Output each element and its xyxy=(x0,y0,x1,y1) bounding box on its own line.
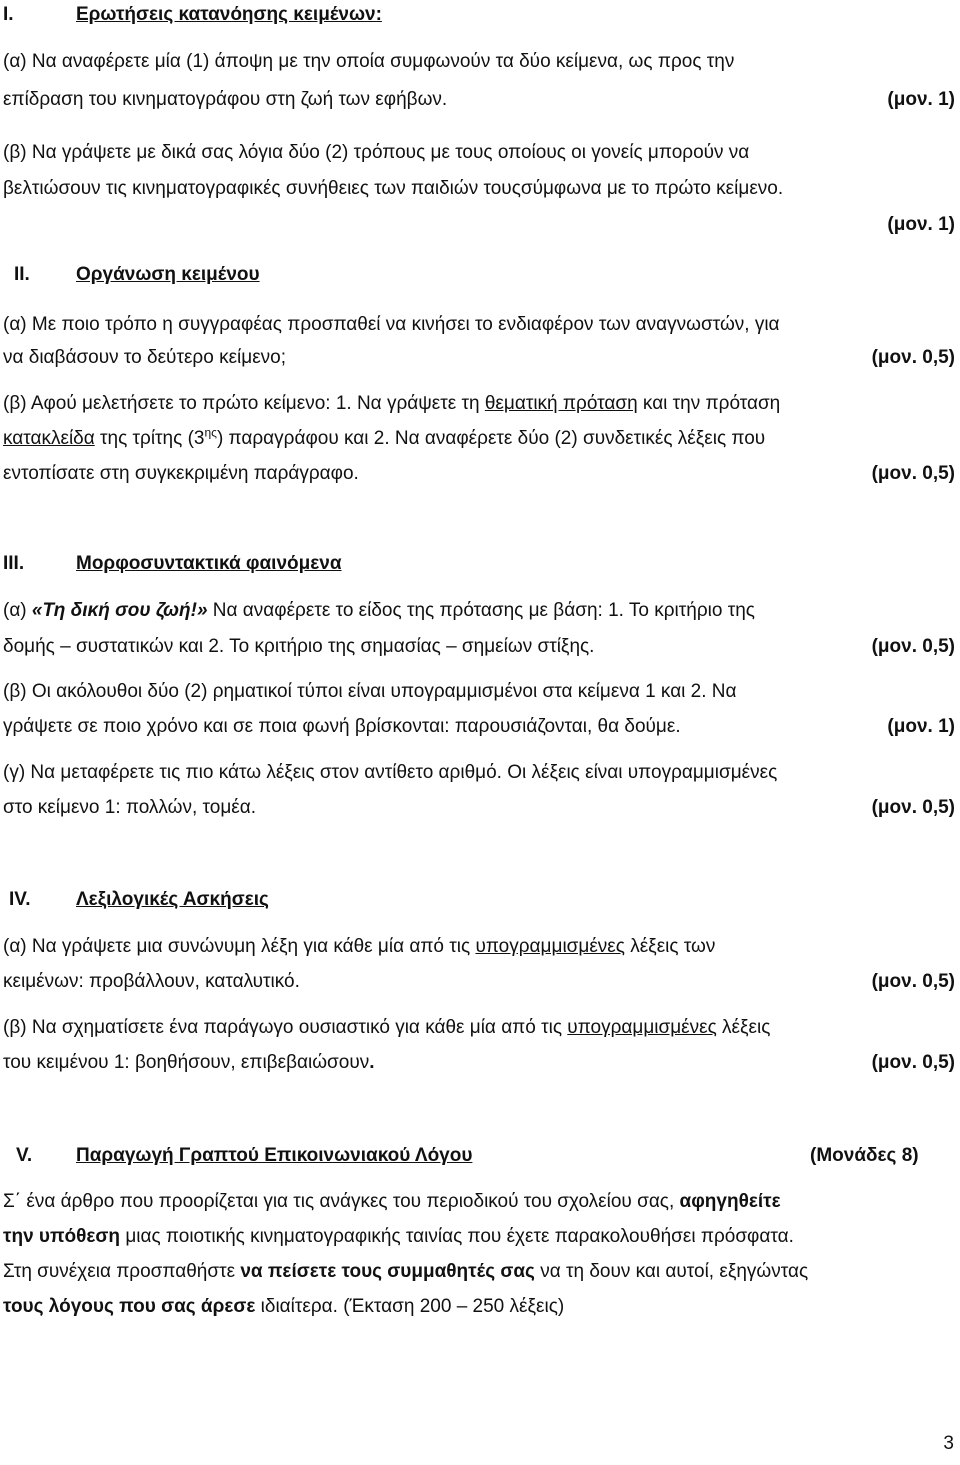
s1-question-b-line1: (β) Να γράψετε με δικά σας λόγια δύο (2) τρόπους με τους οποίους οι γονείς μπορούν να xyxy=(3,142,750,163)
s2-question-a-line1: (α) Με ποιο τρόπο η συγγραφέας προσπαθεί να κινήσει το ενδιαφέρον των αναγνωστών, για xyxy=(3,314,780,335)
section-2-title: Οργάνωση κειμένου xyxy=(76,264,260,285)
s1-question-b-marks: (μον. 1) xyxy=(887,214,955,235)
s5-paragraph-line2 xyxy=(3,1224,955,1250)
s5-text-1: Σ΄ ένα άρθρο που προορίζεται για τις ανάγκες του περιοδικού του σχολείου σας, xyxy=(3,1191,680,1212)
s5-paragraph-line1 xyxy=(3,1189,955,1215)
s2-question-a-text: να διαβάσουν το δεύτερο κείμενο; xyxy=(3,347,287,368)
s3-question-a-text-1: Να αναφέρετε το είδος της πρότασης με βάση: 1. Το κριτήριο της xyxy=(207,600,755,621)
s3-question-a-label: (α) xyxy=(3,600,32,621)
s4-question-b-text-3: του κειμένου 1: βοηθήσουν, επιβεβαιώσουν xyxy=(3,1052,370,1073)
s1-question-a-marks: (μον. 1) xyxy=(887,89,955,110)
s2-question-b-line3 xyxy=(3,461,955,487)
page-number: 3 xyxy=(943,1433,954,1454)
s2-question-b-text-5: εντοπίσατε στη συγκεκριμένη παράγραφο. xyxy=(3,463,359,484)
s2-underlined-thematic-sentence: θεματική πρόταση xyxy=(484,393,638,414)
s3-question-c-text: στο κείμενο 1: πολλών, τομέα. xyxy=(3,797,257,818)
s5-text-2: μιας ποιοτικής κινηματογραφικής ταινίας που έχετε παρακολουθήσει πρόσφατα. xyxy=(120,1226,794,1247)
s4-question-a-underlined: υπογραμμισμένες xyxy=(475,936,625,957)
section-3-title: Μορφοσυντακτικά φαινόμενα xyxy=(76,553,342,574)
s3-question-a-text-2: δομής – συστατικών και 2. Το κριτήριο της σημασίας – σημείων στίξης. xyxy=(3,636,595,657)
s4-question-b-line1 xyxy=(3,1015,955,1041)
s4-question-a-text-1: (α) Να γράψετε μια συνώνυμη λέξη για κάθε μία από τις xyxy=(3,936,476,957)
s2-question-b-text-2: και την πρόταση xyxy=(637,393,781,414)
s3-question-b-text: γράψετε σε ποιο χρόνο και σε ποια φωνή βρίσκονται: παρουσιάζονται, θα δούμε. xyxy=(3,716,681,737)
s2-question-b-text-1: (β) Αφού μελετήσετε το πρώτο κείμενο: 1. Να γράψετε τη xyxy=(3,393,485,414)
s5-text-5: ιδιαίτερα. (Έκταση 200 – 250 λέξεις) xyxy=(255,1296,565,1317)
s5-bold-plot: την υπόθεση xyxy=(3,1226,121,1247)
s1-question-a-line2 xyxy=(3,87,955,113)
s3-question-b-line1: (β) Οι ακόλουθοι δύο (2) ρηματικοί τύποι είναι υπογραμμισμένοι στα κείμενα 1 και 2. Να xyxy=(3,681,737,702)
s2-question-b-marks: (μον. 0,5) xyxy=(871,463,955,484)
s4-question-a-marks: (μον. 0,5) xyxy=(871,971,955,992)
s3-question-b-line2 xyxy=(3,714,955,740)
s2-question-b-text-3: της τρίτης (3 xyxy=(94,428,205,449)
s2-underlined-closing-sentence: κατακλείδα xyxy=(3,428,95,449)
s3-question-a-marks: (μον. 0,5) xyxy=(871,636,955,657)
s5-text-3: Στη συνέχεια προσπαθήστε xyxy=(3,1261,241,1282)
s4-question-b-text-2: λέξεις xyxy=(716,1017,771,1038)
section-4-title: Λεξιλογικές Ασκήσεις xyxy=(76,889,269,910)
s5-paragraph-line3 xyxy=(3,1259,955,1285)
s3-question-b-marks: (μον. 1) xyxy=(887,716,955,737)
section-1-number: I. xyxy=(3,4,14,25)
section-5-marks: (Μονάδες 8) xyxy=(810,1145,919,1166)
s5-bold-narrate: αφηγηθείτε xyxy=(679,1191,781,1212)
s4-question-b-text-1: (β) Να σχηματίσετε ένα παράγωγο ουσιαστικό για κάθε μία από τις xyxy=(3,1017,568,1038)
section-1-title: Ερωτήσεις κατανόησης κειμένων: xyxy=(76,4,382,25)
section-4-number: IV. xyxy=(9,889,31,910)
s5-text-4: να τη δουν και αυτοί, εξηγώντας xyxy=(534,1261,809,1282)
s1-question-a-text: επίδραση του κινηματογράφου στη ζωή των εφήβων. xyxy=(3,89,448,110)
s4-question-a-line2 xyxy=(3,969,955,995)
s4-question-a-text-2: λέξεις των xyxy=(624,936,716,957)
s2-question-a-line2 xyxy=(3,345,955,371)
s1-question-b-line3 xyxy=(3,212,955,238)
s3-question-c-line1: (γ) Να μεταφέρετε τις πιο κάτω λέξεις στον αντίθετο αριθμό. Οι λέξεις είναι υπογραμμισμένες xyxy=(3,762,778,783)
s1-question-a-line1: (α) Να αναφέρετε μία (1) άποψη με την οποία συμφωνούν τα δύο κείμενα, ως προς την xyxy=(3,51,735,72)
s3-question-c-line2 xyxy=(3,795,955,821)
s4-question-b-marks: (μον. 0,5) xyxy=(871,1052,955,1073)
section-5-number: V. xyxy=(16,1145,33,1166)
s3-question-a-line2 xyxy=(3,634,955,660)
s2-question-b-line2 xyxy=(3,426,955,452)
section-5-title: Παραγωγή Γραπτού Επικοινωνιακού Λόγου xyxy=(76,1145,473,1166)
s5-paragraph-line4 xyxy=(3,1294,955,1320)
s3-question-c-marks: (μον. 0,5) xyxy=(871,797,955,818)
s4-question-b-period: . xyxy=(369,1052,375,1073)
s1-question-b-line2: βελτιώσουν τις κινηματογραφικές συνήθειες των παιδιών τουςσύμφωνα με το πρώτο κείμενο. xyxy=(3,178,784,199)
s2-ordinal-superscript: ης xyxy=(204,425,217,440)
section-3-number: III. xyxy=(3,553,25,574)
s2-question-b-line1 xyxy=(3,391,955,417)
section-2-number: II. xyxy=(14,264,30,285)
s4-question-a-line1 xyxy=(3,934,955,960)
s5-bold-reasons: τους λόγους που σας άρεσε xyxy=(3,1296,256,1317)
s4-question-b-underlined: υπογραμμισμένες xyxy=(567,1017,717,1038)
s3-question-a-line1 xyxy=(3,598,955,624)
s4-question-a-text-3: κειμένων: προβάλλουν, καταλυτικό. xyxy=(3,971,300,992)
s3-quoted-phrase: «Τη δική σου ζωή!» xyxy=(31,600,208,621)
s2-question-b-text-4: ) παραγράφου και 2. Να αναφέρετε δύο (2) συνδετικές λέξεις που xyxy=(216,428,766,449)
s2-question-a-marks: (μον. 0,5) xyxy=(871,347,955,368)
s5-bold-persuade: να πείσετε τους συμμαθητές σας xyxy=(240,1261,535,1282)
s4-question-b-line2 xyxy=(3,1050,955,1076)
